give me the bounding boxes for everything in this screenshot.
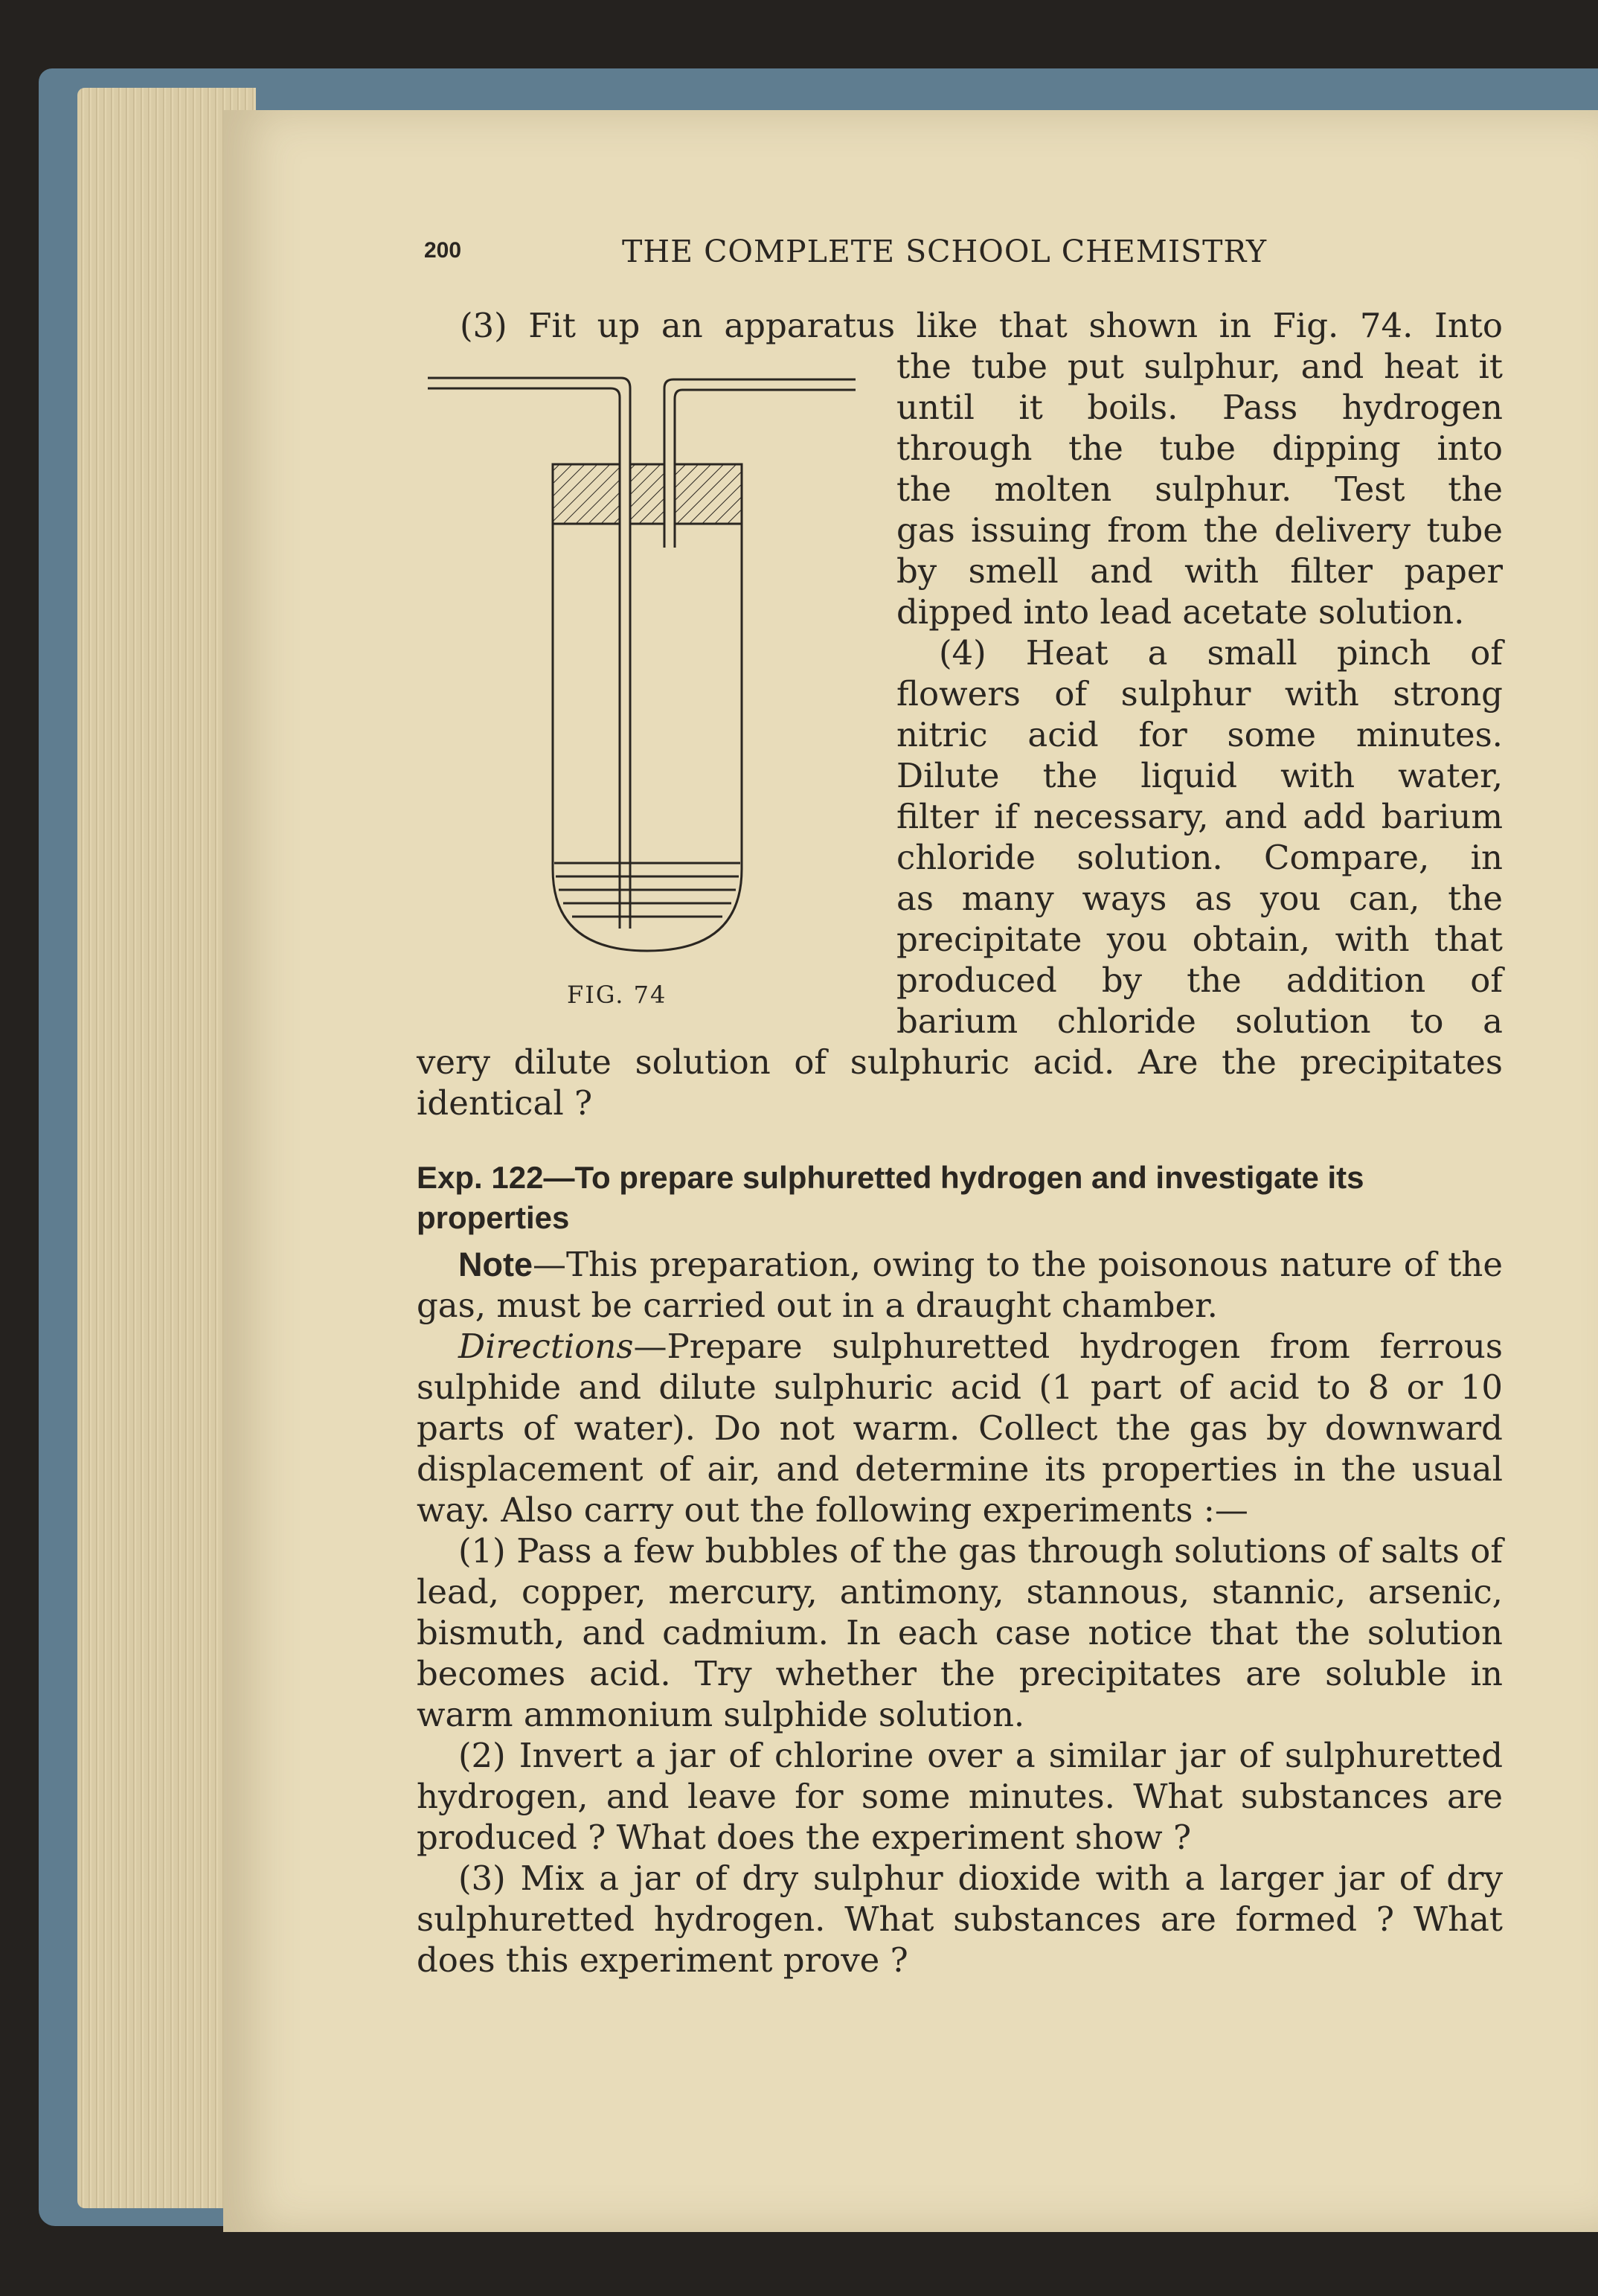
apparatus-figure <box>420 363 867 958</box>
item3-line: gas issuing from the delivery tube <box>896 510 1503 550</box>
note-label: Note <box>458 1245 533 1283</box>
note-text: —This preparation, owing to the poisonous nature of the gas, must be carried out in a draught chamber. <box>417 1245 1503 1325</box>
directions-paragraph <box>417 1326 1503 1530</box>
item4-line: chloride solution. Compare, in <box>896 838 1503 877</box>
item4-line: flowers of sulphur with strong <box>896 674 1503 714</box>
item4-line: (4) Heat a small pinch of <box>939 633 1503 673</box>
item4-line: precipitate you obtain, with that <box>896 920 1503 959</box>
exp-item-2: (2) Invert a jar of chlorine over a similar jar of sulphuretted hydrogen, and leave for some minutes. What substances are produced ? What does the experiment show ? <box>417 1736 1503 1857</box>
item3-line: until it boils. Pass hydrogen <box>896 388 1503 427</box>
item4-line: Dilute the liquid with water, <box>896 756 1503 795</box>
item4-line: nitric acid for some minutes. <box>896 715 1503 754</box>
item4-line: filter if necessary, and add barium <box>896 797 1503 836</box>
directions-label: Directions <box>458 1327 634 1366</box>
experiment-heading: Exp. 122—To prepare sulphuretted hydrogen and investigate its properties <box>417 1160 1364 1235</box>
item3-line: (3) Fit up an apparatus like that shown in Fig. 74. Into <box>460 306 1503 345</box>
page-number: 200 <box>424 238 462 263</box>
item4-line: produced by the addition of <box>896 961 1503 1000</box>
note-paragraph <box>417 1244 1503 1326</box>
directions-text: —Prepare sulphuretted hydrogen from ferrous sulphide and dilute sulphuric acid (1 part of acid to 8 or 10 parts of water). Do not warm. Collect the gas by downward displacement of air, and determine its properties in the usual way. Also carry out the following experiments :— <box>417 1327 1503 1530</box>
exp-item-3: (3) Mix a jar of dry sulphur dioxide with a larger jar of dry sulphuretted hydrogen. What substances are formed ? What does this experiment prove ? <box>417 1859 1503 1980</box>
item3-line: the molten sulphur. Test the <box>896 469 1503 509</box>
item4-line: barium chloride solution to a <box>896 1001 1503 1041</box>
exp-item-1: (1) Pass a few bubbles of the gas through solutions of salts of lead, copper, mercury, antimony, stannous, stannic, arsenic, bismuth, and cadmium. In each case notice that the solution becomes acid. Try whether the precipitates are soluble in warm ammonium sulphide solution. <box>417 1531 1503 1734</box>
running-head: THE COMPLETE SCHOOL CHEMISTRY <box>622 234 1268 269</box>
item3-line: dipped into lead acetate solution. <box>896 592 1465 632</box>
item3-line: the tube put sulphur, and heat it <box>896 347 1503 386</box>
item4-continuation: very dilute solution of sulphuric acid. Are the precipitates identical ? <box>417 1042 1503 1123</box>
figure-caption: FIG. 74 <box>567 981 667 1009</box>
item3-line: by smell and with filter paper <box>896 551 1503 591</box>
item3-line: through the tube dipping into <box>896 429 1503 468</box>
item4-line: as many ways as you can, the <box>896 879 1503 918</box>
